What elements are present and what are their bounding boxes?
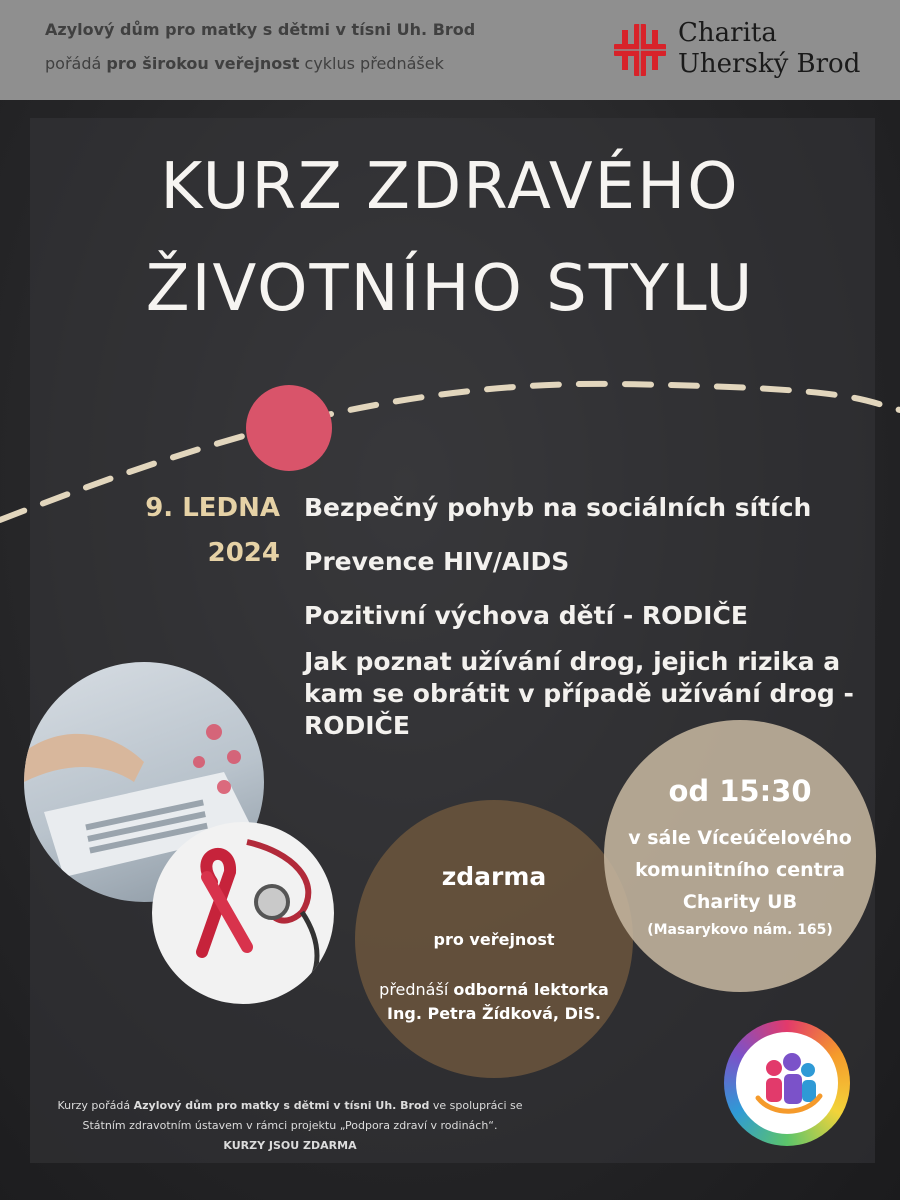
audience-post: cyklus přednášek [304, 54, 444, 73]
audience-bold: pro širokou veřejnost [106, 54, 300, 73]
footer-pre: Kurzy pořádá [57, 1099, 131, 1112]
title-line1: KURZ ZDRAVÉHO [160, 150, 740, 224]
logo-line2: Uherský Brod [678, 49, 861, 79]
venue-address: (Masarykovo nám. 165) [647, 922, 833, 938]
topic-item: Prevence HIV/AIDS [304, 547, 570, 576]
ribbon-stethoscope-photo [152, 822, 334, 1004]
logo-line1: Charita [678, 18, 777, 48]
topic-item: Pozitivní výchova dětí - RODIČE [304, 601, 748, 630]
title-line2: ŽIVOTNÍHO STYLU [145, 252, 755, 326]
price-label: zdarma [441, 862, 547, 891]
event-date-day: 9. LEDNA [145, 493, 280, 523]
family-center-logo-inner [736, 1032, 838, 1134]
topic-item: Jak poznat užívání drog, jejich rizika a kam se obrátit v případě užívání drog - RODIČE [304, 647, 854, 740]
footer-org: Azylový dům pro matky s dětmi v tísni Uh. Brod [133, 1099, 430, 1112]
footer-free-note: KURZY JSOU ZDARMA [223, 1139, 357, 1152]
topic-item: Bezpečný pohyb na sociálních sítích [304, 493, 812, 522]
family-icon [736, 1032, 838, 1134]
footer-note [40, 1096, 540, 1156]
accent-dot [246, 385, 332, 471]
audience-line [45, 54, 444, 73]
lecturer-info [355, 978, 633, 1026]
lecturer-role: odborná lektorka [453, 980, 609, 999]
charita-logo-text [678, 18, 860, 80]
event-date-year: 2024 [207, 538, 280, 568]
venue-label: v sále Víceúčelového komunitního centra Charity UB [628, 827, 852, 913]
footer-post: ve spolupráci se Státním zdravotním ústavem v rámci projektu „Podpora zdraví v rodinách“. [82, 1099, 523, 1132]
charita-cross-icon [612, 22, 668, 78]
lecturer-pre: přednáší [379, 980, 449, 999]
lecturer-name: Ing. Petra Žídková, DiS. [387, 1004, 601, 1023]
red-ribbon-icon [152, 822, 334, 1004]
start-time: od 15:30 [668, 774, 812, 808]
audience-pre: pořádá [45, 54, 102, 73]
audience-label: pro veřejnost [433, 930, 555, 949]
organizer-line: Azylový dům pro matky s dětmi v tísni Uh. Brod [45, 20, 476, 39]
